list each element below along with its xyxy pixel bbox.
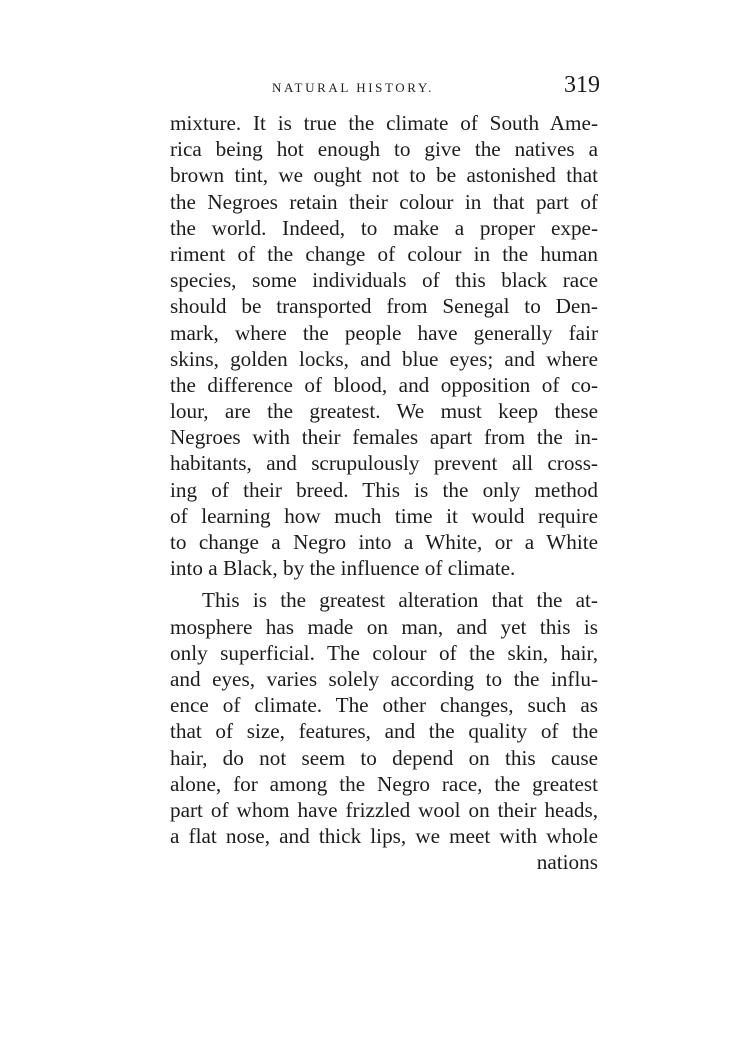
text-line: the world. Indeed, to make a proper expe- [170, 215, 598, 240]
text-line: This is the greatest alteration that the at- [202, 588, 598, 613]
text-line: lour, are the greatest. We must keep these [170, 399, 598, 424]
text-line: mark, where the people have generally fair [170, 320, 598, 345]
text-line: hair, do not seem to depend on this cause [170, 745, 598, 770]
text-line: into a Black, by the influence of climate. [170, 556, 516, 581]
running-head [168, 74, 600, 104]
paragraph-2 [170, 587, 598, 849]
text-line: that of size, features, and the quality of the [170, 719, 598, 744]
text-line: should be transported from Senegal to Den- [170, 294, 598, 319]
text-line: ing of their breed. This is the only method [170, 477, 598, 502]
text-line: the Negroes retain their colour in that part of [170, 189, 598, 214]
text-line: mixture. It is true the climate of South Ame- [170, 111, 598, 135]
text-line: and eyes, varies solely according to the influ- [170, 666, 598, 691]
text-line: to change a Negro into a White, or a White [170, 530, 598, 554]
paragraph-1 [170, 110, 598, 581]
text-line: species, some individuals of this black race [170, 268, 598, 293]
text-line: the difference of blood, and opposition of co- [170, 372, 598, 397]
text-line: brown tint, we ought not to be astonished that [170, 163, 598, 188]
catchword: nations [536, 850, 598, 875]
text-line: of learning how much time it would require [170, 503, 598, 528]
text-line: Negroes with their females apart from the in- [170, 425, 598, 450]
text-line: a flat nose, and thick lips, we meet with whole [170, 824, 598, 849]
running-title: NATURAL HISTORY. [272, 80, 434, 95]
text-line: ence of climate. The other changes, such as [170, 693, 598, 718]
text-line: alone, for among the Negro race, the greatest [170, 771, 598, 796]
text-line: mosphere has made on man, and yet this is [170, 614, 598, 639]
body-text [170, 110, 598, 875]
text-line: rica being hot enough to give the natives a [170, 137, 598, 162]
text-line: habitants, and scrupulously prevent all cross- [170, 451, 598, 476]
text-line: riment of the change of colour in the human [170, 241, 598, 266]
text-line: skins, golden locks, and blue eyes; and where [170, 346, 598, 371]
page-number: 319 [564, 72, 600, 98]
text-line: part of whom have frizzled wool on their heads, [170, 797, 598, 822]
text-line: only superficial. The colour of the skin, hair, [170, 640, 598, 665]
